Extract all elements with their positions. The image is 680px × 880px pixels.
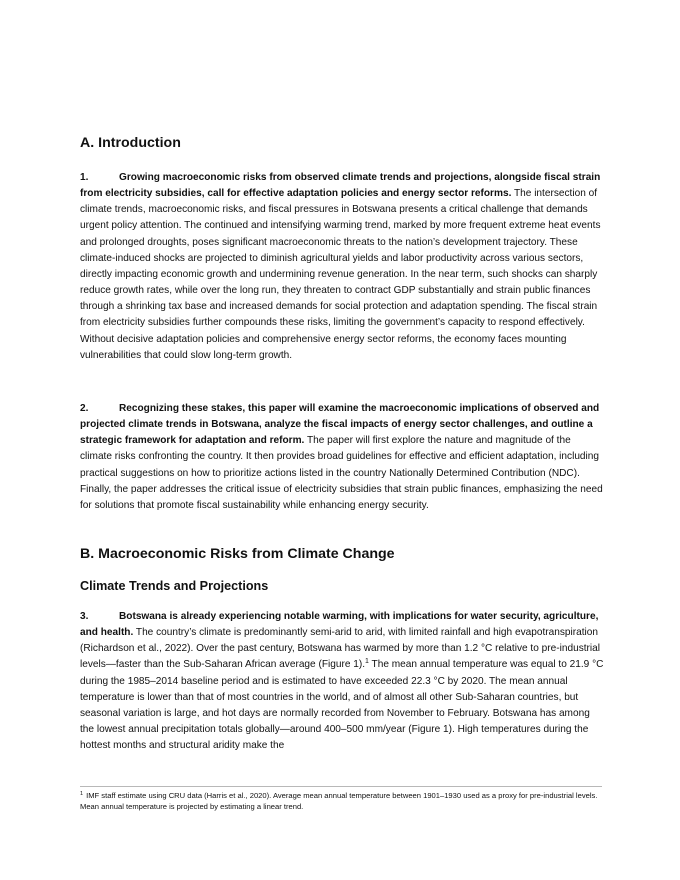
paragraph-number: 2. [80, 403, 89, 414]
paragraph-lead: Botswana is already experiencing notable warming, with implications for water security, agriculture, and health. [80, 611, 599, 639]
footnote [80, 790, 602, 813]
paragraph-3 [80, 609, 604, 754]
paragraph-lead: Growing macroeconomic risks from observed climate trends and projections, alongside fiscal strain from electricity subsidies, call for effective adaptation policies and energy sector reforms. [80, 172, 601, 200]
paragraph-lead: Recognizing these stakes, this paper will examine the macroeconomic implications of observed and projected climate trends in Botswana, analyze the fiscal impacts of energy sector challenges, and outline a strategic framework for adaptation and reform. [80, 403, 600, 447]
footnote-mark: 1 [80, 791, 84, 797]
footnote-separator [80, 786, 602, 787]
section-heading-macroeconomic-risks: B. Macroeconomic Risks from Climate Change [80, 546, 395, 562]
section-heading-introduction: A. Introduction [80, 135, 181, 151]
paragraph-body: The paper will first explore the nature and magnitude of the climate risks confronting the country. It then provides broad guidelines for effective and efficient adaptation, including practical suggestions on how to prioritize actions listed in the country Nationally Determined Contribution (NDC). Finally, the paper addresses the critical issue of electricity subsidies that strain public finances, emphasizing the need for solutions that promote fiscal sustainability while enhancing energy security. [80, 435, 603, 511]
paragraph-1 [80, 170, 604, 364]
paragraph-body: The intersection of climate trends, macroeconomic risks, and fiscal pressures in Botswana presents a critical challenge that demands urgent policy attention. The continued and intensifying warming trend, marked by more frequent extreme heat events and prolonged droughts, poses significant macroeconomic threats to the nation’s development trajectory. These climate-induced shocks are projected to diminish agricultural yields and labor productivity across various sectors, directly impacting economic growth and undermining revenue generation. In the near term, such shocks can sharply reduce growth rates, while over the long run, they threaten to contract GDP substantially and strain public finances through a shrinking tax base and increased demands for social protection and adaptation spending. The fiscal strain from electricity subsidies further compounds these risks, limiting the government’s capacity to respond effectively. Without decisive adaptation policies and comprehensive energy sector reforms, the economy faces mounting vulnerabilities that could slow long-term growth. [80, 188, 601, 361]
paragraph-body-part-1: The country’s climate is predominantly semi-arid to arid, with limited rainfall and high evapotranspiration (Richardson et al., 2022). Over the past century, Botswana has warmed by more than 1.2 °C relative to pre-industrial levels—faster than the Sub-Saharan African average (Figure 1). [80, 627, 601, 671]
footnote-reference[interactable]: 1 [365, 658, 369, 666]
subsection-heading-climate-trends: Climate Trends and Projections [80, 579, 269, 593]
paragraph-number: 3. [80, 611, 89, 622]
footnote-text: IMF staff estimate using CRU data (Harris et al., 2020). Average mean annual temperature between 1901–1930 used as a proxy for pre-industrial levels. Mean annual temperature is projected by estimating a linear trend. [80, 791, 598, 812]
paragraph-number: 1. [80, 172, 89, 183]
paragraph-body-part-2: The mean annual temperature was equal to 21.9 °C during the 1985–2014 baseline period and is estimated to have exceeded 22.3 °C by 2020. The mean annual temperature is lower than that of most countries in the world, and of almost all other Sub-Saharan countries, but seasonal variation is large, and hot days are normally recorded from November to February. Botswana has among the lowest annual precipitation totals globally—around 400–500 mm/year (Figure 1). High temperatures during the hottest months and structural aridity make the [80, 659, 604, 752]
paragraph-2 [80, 401, 604, 514]
